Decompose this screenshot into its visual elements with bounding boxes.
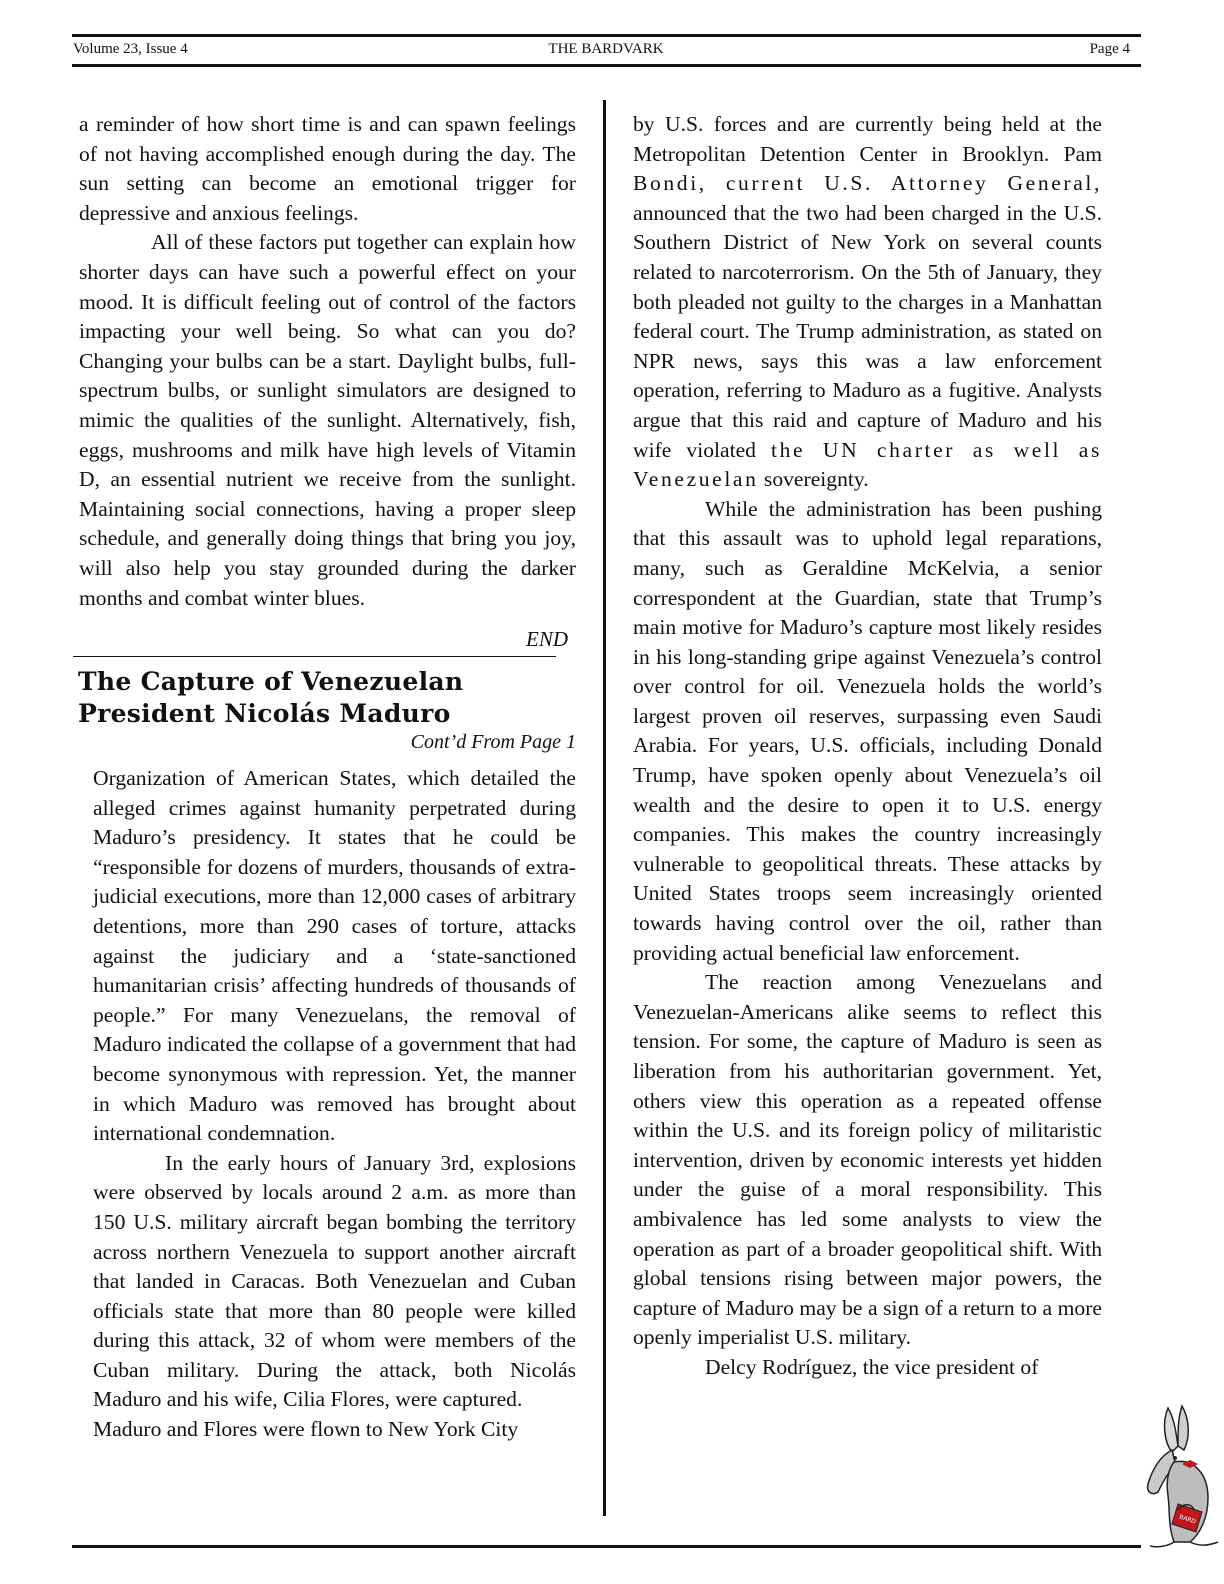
paragraph: The reaction among Venezuelans and Venezuelan-Americans alike seems to reflect this tension. For some, the capture of Maduro is seen as liberation from his authoritarian government. Yet, others view this operation as a repeated offense within the U.S. and its foreign policy of militaristic intervention, driven by economic interests yet hidden under the guise of a moral responsibility. This ambivalence has led some analysts to view the operation as part of a broader geopolitical shift. With global tensions rising between major powers, the capture of Maduro may be a sign of a return to a more openly imperialist U.S. military. (633, 970, 1102, 1350)
text-run: announced that the two had been charged in the U.S. Southern District of New York on several counts related to narcoterrorism. On the 5th of January, they both pleaded not guilty to the charges in a Manhattan federal court. The Trump administration, as stated on NPR news, says this was a law enforcement operation, referring to Maduro as a fugitive. Analysts argue that this raid and capture of Maduro and his wife violated (633, 200, 1102, 462)
page-number: Page 4 (1089, 41, 1130, 57)
article-headline (78, 666, 558, 730)
text-run: by U.S. forces and are currently being held at the Metropolitan Detention Center in Brooklyn. Pam (633, 112, 1102, 166)
headline-line: President Nicolás Maduro (78, 699, 451, 728)
paragraph: Organization of American States, which detailed the alleged crimes against humanity perpetrated during Maduro’s presidency. It states that he could be “responsible for dozens of murders, thousands of extra-judicial executions, more than 12,000 cases of arbitrary detentions, more than 290 cases of torture, attacks against the judiciary and a ‘state-sanctioned humanitarian crisis’ affecting hundreds of thousands of people.” For many Venezuelans, the removal of Maduro indicated the collapse of a government that had become synonymous with repression. Yet, the manner in which Maduro was removed has brought about international condemnation. (93, 766, 576, 1146)
text-run: the UN charter as well as Venezuelan (633, 437, 1102, 492)
paragraph: In the early hours of January 3rd, explosions were observed by locals around 2 a.m. as more than 150 U.S. military aircraft began bombing the territory across northern Venezuela to support another aircraft that landed in Caracas. Both Venezuelan and Cuban officials state that more than 80 people were killed during this attack, 32 of whom were members of the Cuban military. During the attack, both Nicolás Maduro and his wife, Cilia Flores, were captured. (93, 1150, 576, 1412)
footer-rule (72, 1545, 1141, 1548)
aardvark-mascot-icon (1138, 1400, 1222, 1550)
article-separator-rule (73, 656, 556, 657)
paragraph: Delcy Rodríguez, the vice president of (705, 1354, 1039, 1379)
continued-from-note: Cont’d From Page 1 (410, 731, 576, 753)
article-body-right (633, 110, 1102, 1383)
article-body-left (93, 764, 576, 1445)
paragraph (633, 110, 1102, 495)
volume-issue: Volume 23, Issue 4 (73, 41, 188, 57)
paragraph: All of these factors put together can explain how shorter days can have such a powerful effect on your mood. It is difficult feeling out of control of the factors impacting your well being. So what can you do? Changing your bulbs can be a start. Daylight bulbs, full-spectrum bulbs, or sunlight simulators are designed to mimic the qualities of the sunlight. Alternatively, fish, eggs, mushrooms and milk have high levels of Vitamin D, an essential nutrient we receive from the sunlight. Maintaining social connections, having a proper sleep schedule, and generally doing things that bring you joy, will also help you stay grounded during the darker months and combat winter blues. (79, 230, 576, 610)
paragraph: While the administration has been pushing that this assault was to uphold legal reparations, many, such as Geraldine McKelvia, a senior correspondent at the Guardian, state that Trump’s main motive for Maduro’s capture most likely resides in his long-standing gripe against Venezuela’s control over control for oil. Venezuela holds the world’s largest proven oil reserves, surpassing even Saudi Arabia. For years, U.S. officials, including Donald Trump, have spoken openly about Venezuela’s oil wealth and the desire to open it to U.S. energy companies. This makes the country increasingly vulnerable to geopolitical threats. These attacks by United States troops seem increasingly oriented towards having control over the oil, rather than providing actual beneficial law enforcement. (633, 496, 1102, 965)
headline-line: The Capture of Venezuelan (78, 667, 464, 696)
text-run: sovereignty. (763, 467, 869, 492)
mascot-book-label: BARD (1178, 1513, 1197, 1526)
text-run: Bondi, current U.S. Attorney General, (633, 171, 1102, 196)
end-mark: END (526, 627, 568, 651)
header-bottom-rule (72, 64, 1141, 67)
previous-article-text (79, 110, 576, 613)
publication-title: THE BARDVARK (548, 41, 664, 57)
paragraph: Maduro and Flores were flown to New York City (93, 1417, 519, 1442)
column-divider (603, 100, 606, 1516)
header-top-rule (72, 34, 1141, 37)
paragraph: a reminder of how short time is and can spawn feelings of not having accomplished enough during the day. The sun setting can become an emotional trigger for depressive and anxious feelings. (79, 112, 576, 225)
